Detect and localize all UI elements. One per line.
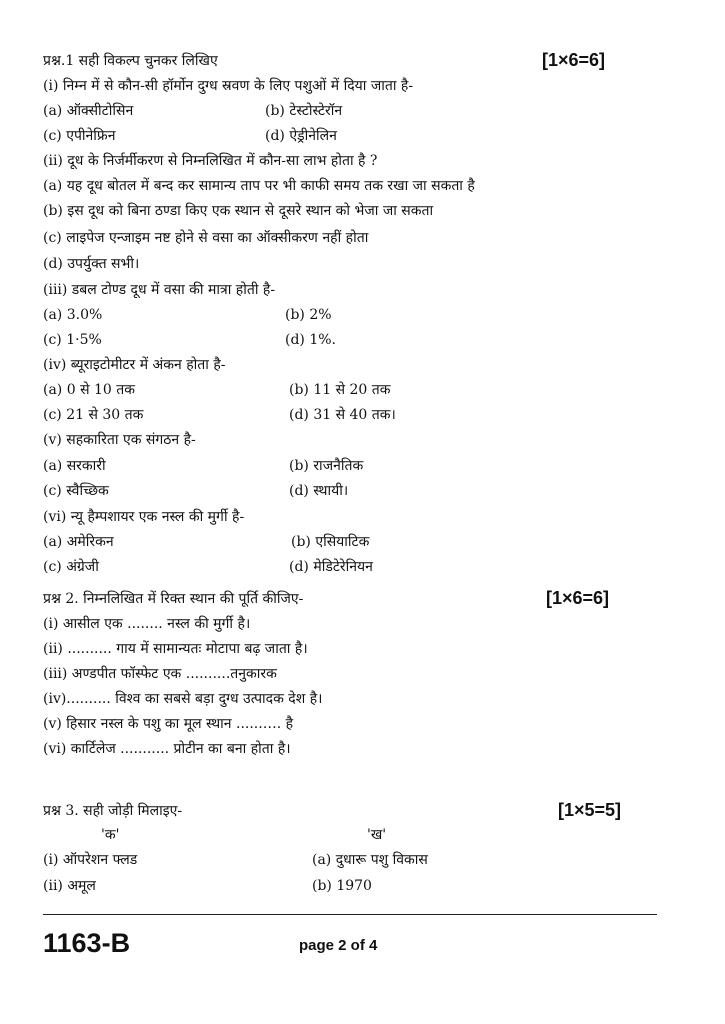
q1-i-question: (i) निम्न में से कौन-सी हॉर्मोन दुग्ध स्रवण के लिए पशुओं में दिया जाता है- <box>43 78 414 94</box>
q1-iii-option-b: (b) 2% <box>285 307 332 323</box>
q1-ii-option-b: (b) इस दूध को बिना ठण्डा किए एक स्थान से दूसरे स्थान को भेजा जा सकता <box>43 203 434 219</box>
q2-item: (iii) अण्डपीत फॉस्फेट एक ..........तनुकारक <box>43 666 277 682</box>
q1-iii-option-d: (d) 1%. <box>285 332 336 348</box>
q1-vi-question: (vi) न्यू हैम्पशायर एक नस्ल की मुर्गी है- <box>43 509 245 525</box>
q1-vi-option-a: (a) अमेरिकन <box>43 534 114 550</box>
q1-i-option-b: (b) टेस्टोस्टेरॉन <box>265 103 343 119</box>
paper-code: 1163-B <box>43 928 131 958</box>
q1-iv-option-a: (a) 0 से 10 तक <box>43 382 135 398</box>
q1-ii-question: (ii) दूध के निर्जर्मीकरण से निम्नलिखित में कौन-सा लाभ होता है ? <box>43 153 378 169</box>
q1-ii-option-d: (d) उपर्युक्त सभी। <box>43 256 140 272</box>
q1-v-question: (v) सहकारिता एक संगठन है- <box>43 432 196 448</box>
q1-v-option-d: (d) स्थायी। <box>289 483 349 499</box>
q2-item: (iv).......... विश्व का सबसे बड़ा दुग्ध उत्पादक देश है। <box>43 691 323 707</box>
q3-left-item: (ii) अमूल <box>43 878 96 894</box>
q2-item: (vi) कार्टिलेज ........... प्रोटीन का बना होता है। <box>43 741 291 757</box>
q1-marks: [1×6=6] <box>542 50 606 70</box>
q1-v-option-b: (b) राजनैतिक <box>289 458 364 474</box>
q3-marks: [1×5=5] <box>558 800 622 820</box>
q1-iv-option-c: (c) 21 से 30 तक <box>43 407 144 423</box>
q1-heading: प्रश्न.1 सही विकल्प चुनकर लिखिए <box>43 53 218 69</box>
q1-vi-option-b: (b) एसियाटिक <box>291 534 370 550</box>
q1-iii-question: (iii) डबल टोण्ड दूध में वसा की मात्रा होती है- <box>43 282 276 298</box>
q1-iv-question: (iv) ब्यूराइटोमीटर में अंकन होता है- <box>43 357 226 373</box>
q1-ii-option-a: (a) यह दूध बोतल में बन्द कर सामान्य ताप पर भी काफी समय तक रखा जा सकता है <box>43 178 475 194</box>
q2-heading: प्रश्न 2. निम्नलिखित में रिक्त स्थान की पूर्ति कीजिए- <box>43 591 304 607</box>
q2-marks: [1×6=6] <box>546 588 610 608</box>
page-number: page 2 of 4 <box>299 937 378 954</box>
q3-left-item: (i) ऑपरेशन फ्लड <box>43 852 138 868</box>
footer-divider <box>43 914 657 915</box>
q1-ii-option-c: (c) लाइपेज एन्जाइम नष्ट होने से वसा का ऑक्सीकरण नहीं होता <box>43 230 369 246</box>
q3-column-b-header: 'ख' <box>367 827 387 843</box>
q3-right-item: (b) 1970 <box>312 878 372 894</box>
q2-item: (v) हिसार नस्ल के पशु का मूल स्थान ......…. है <box>43 716 294 732</box>
q1-iv-option-d: (d) 31 से 40 तक। <box>289 407 396 423</box>
q3-heading: प्रश्न 3. सही जोड़ी मिलाइए- <box>43 803 183 819</box>
q1-iii-option-a: (a) 3.0% <box>43 307 103 323</box>
q1-i-option-a: (a) ऑक्सीटोसिन <box>43 103 134 119</box>
q1-v-option-a: (a) सरकारी <box>43 458 106 474</box>
q1-vi-option-c: (c) अंग्रेजी <box>43 559 99 575</box>
q2-item: (i) आसील एक ........ नस्ल की मुर्गी है। <box>43 616 251 632</box>
q3-column-a-header: 'क' <box>101 827 120 843</box>
q1-i-option-d: (d) ऐड्रीनेलिन <box>265 128 337 144</box>
q1-i-option-c: (c) एपीनेफ्रिन <box>43 128 116 144</box>
q1-iv-option-b: (b) 11 से 20 तक <box>289 382 391 398</box>
q3-right-item: (a) दुधारू पशु विकास <box>312 852 428 868</box>
q1-vi-option-d: (d) मेडिटेरेनियन <box>289 559 373 575</box>
q1-v-option-c: (c) स्वैच्छिक <box>43 483 109 499</box>
q2-item: (ii) .......... गाय में सामान्यतः मोटापा बढ़ जाता है। <box>43 641 308 657</box>
q1-iii-option-c: (c) 1·5% <box>43 332 102 348</box>
